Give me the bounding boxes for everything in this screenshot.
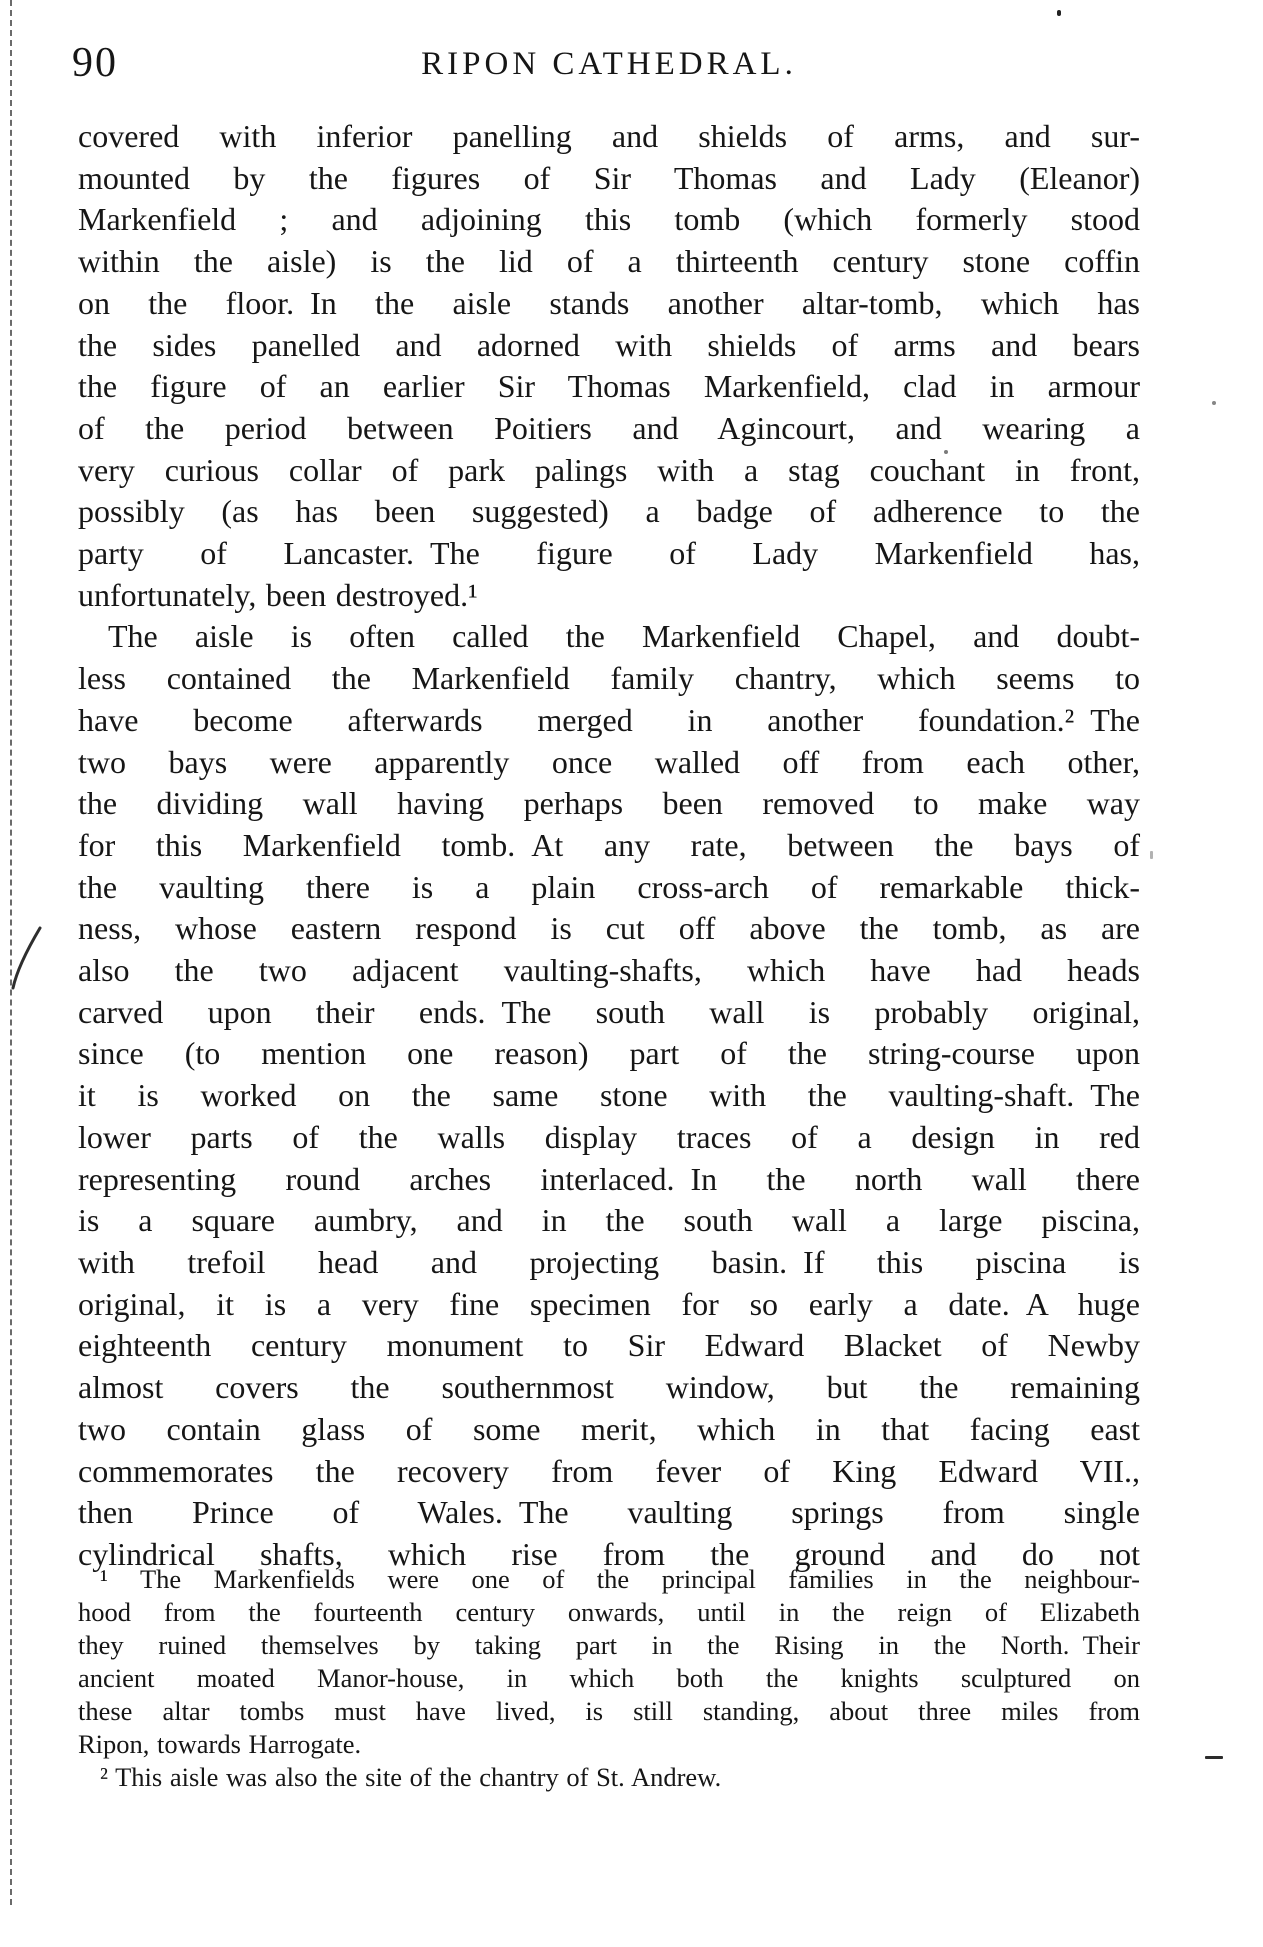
scan-speck <box>1212 401 1216 405</box>
text-line: original, it is a very fine specimen for so early a date. A huge <box>78 1285 1140 1322</box>
text-line: of the period between Poitiers and Agincourt, and wearing a <box>78 409 1140 446</box>
main-text-block <box>78 116 1140 1576</box>
text-line: mounted by the figures of Sir Thomas and Lady (Eleanor) <box>78 159 1140 196</box>
footnotes-block <box>78 1563 1140 1794</box>
text-line: it is worked on the same stone with the vaulting-shaft. The <box>78 1077 1140 1114</box>
text-line: carved upon their ends. The south wall is probably original, <box>78 993 1140 1030</box>
text-line: also the two adjacent vaulting-shafts, which have had heads <box>78 952 1140 989</box>
text-line: for this Markenfield tomb. At any rate, between the bays of <box>78 826 1140 863</box>
text-line: ness, whose eastern respond is cut off above the tomb, as are <box>78 910 1140 947</box>
text-line: is a square aumbry, and in the south wall a large piscina, <box>78 1202 1140 1239</box>
scan-pen-mark <box>0 920 60 1010</box>
text-line: almost covers the southernmost window, but the remaining <box>78 1369 1140 1406</box>
text-line: lower parts of the walls display traces of a design in red <box>78 1118 1140 1155</box>
text-line: these altar tombs must have lived, is still standing, about three miles from <box>78 1696 1140 1726</box>
text-line: commemorates the recovery from fever of King Edward VII., <box>78 1452 1140 1489</box>
scan-speck <box>1150 851 1153 859</box>
text-line: since (to mention one reason) part of the string-course upon <box>78 1035 1140 1072</box>
text-line: possibly (as has been suggested) a badge of adherence to the <box>78 493 1140 530</box>
text-line: Ripon, towards Harrogate. <box>78 1729 362 1759</box>
text-line: they ruined themselves by taking part in the Rising in the North. Their <box>78 1630 1140 1660</box>
text-line: within the aisle) is the lid of a thirteenth century stone coffin <box>78 243 1140 280</box>
text-line: hood from the fourteenth century onwards, until in the reign of Elizabeth <box>78 1597 1140 1627</box>
text-line: on the floor. In the aisle stands another altar-tomb, which has <box>78 284 1140 321</box>
text-line: representing round arches interlaced. In the north wall there <box>78 1160 1140 1197</box>
text-line: ² This aisle was also the site of the chantry of St. Andrew. <box>100 1762 722 1792</box>
text-line: party of Lancaster. The figure of Lady Markenfield has, <box>78 535 1140 572</box>
text-line: the vaulting there is a plain cross-arch of remarkable thick- <box>78 868 1140 905</box>
text-line: two bays were apparently once walled off from each other, <box>78 743 1140 780</box>
text-line: very curious collar of park palings with a stag couchant in front, <box>78 451 1140 488</box>
text-line: covered with inferior panelling and shields of arms, and sur- <box>78 118 1140 154</box>
running-header-title: RIPON CATHEDRAL. <box>421 46 797 82</box>
text-line: unfortunately, been destroyed.¹ <box>78 576 478 613</box>
text-line: eighteenth century monument to Sir Edward Blacket of Newby <box>78 1327 1140 1364</box>
text-line: then Prince of Wales. The vaulting springs from single <box>78 1494 1140 1531</box>
text-line: with trefoil head and projecting basin. If this piscina is <box>78 1243 1140 1280</box>
text-line: have become afterwards merged in another foundation.² The <box>78 701 1140 738</box>
scan-speck <box>1057 10 1061 16</box>
text-line: the dividing wall having perhaps been removed to make way <box>78 785 1140 822</box>
text-line: ¹ The Markenfields were one of the principal families in the neighbour- <box>100 1564 1140 1594</box>
text-line: cylindrical shafts, which rise from the ground and do not <box>78 1535 1140 1572</box>
text-line: The aisle is often called the Markenfield Chapel, and doubt- <box>108 618 1140 655</box>
text-line: two contain glass of some merit, which in that facing east <box>78 1410 1140 1447</box>
text-line: the sides panelled and adorned with shields of arms and bears <box>78 326 1140 363</box>
text-line: Markenfield ; and adjoining this tomb (which formerly stood <box>78 201 1140 238</box>
page-number: 90 <box>72 40 118 86</box>
text-line: less contained the Markenfield family chantry, which seems to <box>78 660 1140 697</box>
text-line: the figure of an earlier Sir Thomas Markenfield, clad in armour <box>78 368 1140 405</box>
text-line: ancient moated Manor-house, in which both the knights sculptured on <box>78 1663 1140 1693</box>
scan-dash-mark <box>1205 1756 1223 1759</box>
